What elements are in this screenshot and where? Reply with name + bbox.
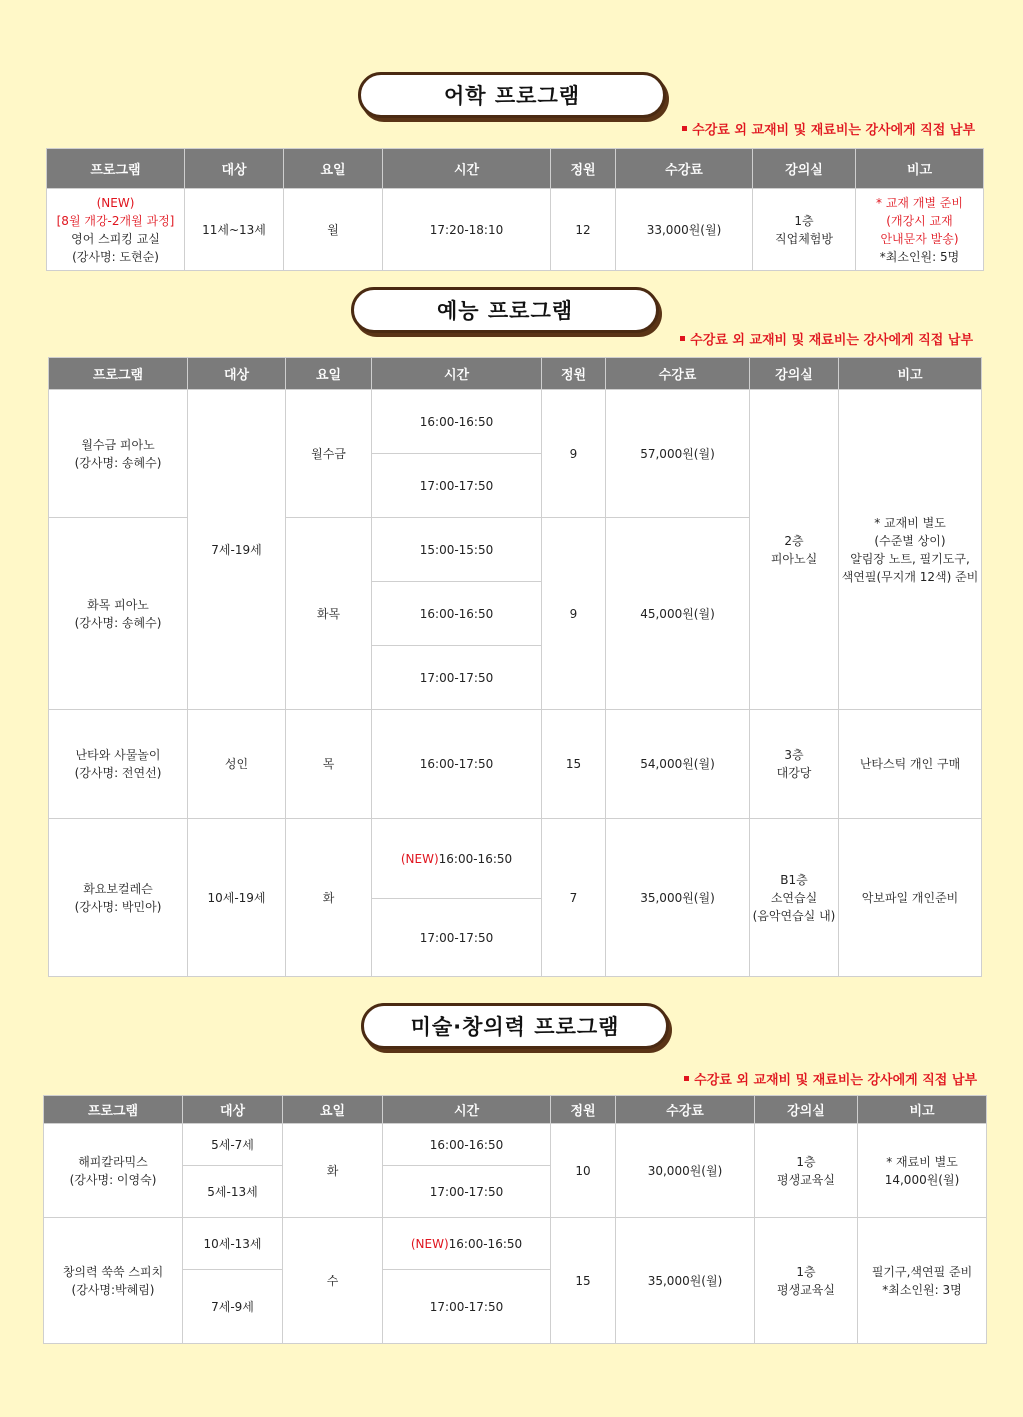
square-bullet-icon <box>682 126 687 131</box>
program-cell: 창의력 쑥쑥 스피치 (강사명:박혜림) <box>44 1218 183 1344</box>
fee-cell: 54,000원(월) <box>606 710 750 819</box>
room-cell: 1층 평생교육실 <box>755 1218 858 1344</box>
time-cell: 15:00-15:50 <box>372 518 542 582</box>
target-cell: 11세~13세 <box>185 189 284 271</box>
fee-cell: 33,000원(월) <box>616 189 753 271</box>
remark-cell: * 교재 개별 준비 (개강시 교재 안내문자 발송) *최소인원: 5명 <box>856 189 984 271</box>
header-fee: 수강료 <box>616 1096 755 1124</box>
art-program-table <box>43 1095 987 1344</box>
capacity-cell: 15 <box>542 710 606 819</box>
header-room: 강의실 <box>755 1096 858 1124</box>
time-cell: (NEW)16:00-16:50 <box>383 1218 551 1270</box>
program-cell: 화목 피아노 (강사명: 송혜수) <box>49 518 188 710</box>
program-cell: 월수금 피아노 (강사명: 송혜수) <box>49 390 188 518</box>
time-cell: 16:00-16:50 <box>372 582 542 646</box>
target-cell: 7세-9세 <box>183 1270 283 1344</box>
remark-cell: * 교재비 별도 (수준별 상이) 알림장 노트, 필기도구, 색연필(무지개 12색) 준비 <box>839 390 982 710</box>
day-cell: 월 <box>284 189 383 271</box>
day-cell: 월수금 <box>286 390 372 518</box>
fee-note: 수강료 외 교재비 및 재료비는 강사에게 직접 납부 <box>680 329 973 348</box>
room-cell: 1층 평생교육실 <box>755 1124 858 1218</box>
capacity-cell: 9 <box>542 390 606 518</box>
section-title-text: 어학 프로그램 <box>443 84 581 108</box>
header-program: 프로그램 <box>49 358 188 390</box>
room-cell: 2층 피아노실 <box>750 390 839 710</box>
program-cell: 해피칼라믹스 (강사명: 이영숙) <box>44 1124 183 1218</box>
remark-cell: 난타스틱 개인 구매 <box>839 710 982 819</box>
table-row <box>49 710 982 819</box>
section-title-text: 미술·창의력 프로그램 <box>410 1015 620 1039</box>
new-tag: (NEW) <box>410 1236 449 1251</box>
time-cell: 16:00-16:50 <box>372 390 542 454</box>
section-title-text: 예능 프로그램 <box>436 299 574 323</box>
time-cell: 16:00-17:50 <box>372 710 542 819</box>
table-row <box>49 819 982 899</box>
header-room: 강의실 <box>750 358 839 390</box>
table-row <box>44 1218 987 1270</box>
room-cell: B1층 소연습실 (음악연습실 내) <box>750 819 839 977</box>
target-cell: 10세-19세 <box>188 819 286 977</box>
capacity-cell: 15 <box>551 1218 616 1344</box>
header-fee: 수강료 <box>606 358 750 390</box>
capacity-cell: 9 <box>542 518 606 710</box>
capacity-cell: 12 <box>551 189 616 271</box>
fee-cell: 30,000원(월) <box>616 1124 755 1218</box>
header-day: 요일 <box>286 358 372 390</box>
day-cell: 목 <box>286 710 372 819</box>
program-cell: (NEW) [8월 개강-2개월 과정] 영어 스피킹 교실 (강사명: 도현순) <box>47 189 185 271</box>
table-row <box>49 390 982 454</box>
table-header-row <box>44 1096 987 1124</box>
day-cell: 수 <box>283 1218 383 1344</box>
day-cell: 화 <box>286 819 372 977</box>
header-target: 대상 <box>185 149 284 189</box>
header-day: 요일 <box>283 1096 383 1124</box>
fee-cell: 45,000원(월) <box>606 518 750 710</box>
header-time: 시간 <box>383 1096 551 1124</box>
time-cell: 16:00-16:50 <box>383 1124 551 1166</box>
new-tag: (NEW) <box>400 851 439 866</box>
header-program: 프로그램 <box>44 1096 183 1124</box>
header-fee: 수강료 <box>616 149 753 189</box>
room-cell: 1층 직업체험방 <box>753 189 856 271</box>
header-capacity: 정원 <box>551 1096 616 1124</box>
header-program: 프로그램 <box>47 149 185 189</box>
time-cell: 17:00-17:50 <box>383 1166 551 1218</box>
section-title-language <box>358 72 666 118</box>
header-remark: 비고 <box>856 149 984 189</box>
capacity-cell: 10 <box>551 1124 616 1218</box>
section-title-arts <box>351 287 659 333</box>
target-cell: 5세-13세 <box>183 1166 283 1218</box>
table-header-row <box>49 358 982 390</box>
fee-note: 수강료 외 교재비 및 재료비는 강사에게 직접 납부 <box>684 1069 977 1088</box>
square-bullet-icon <box>684 1076 689 1081</box>
header-remark: 비고 <box>858 1096 987 1124</box>
day-cell: 화목 <box>286 518 372 710</box>
fee-cell: 35,000원(월) <box>616 1218 755 1344</box>
header-time: 시간 <box>383 149 551 189</box>
time-cell: 17:00-17:50 <box>372 454 542 518</box>
header-day: 요일 <box>284 149 383 189</box>
day-cell: 화 <box>283 1124 383 1218</box>
header-capacity: 정원 <box>542 358 606 390</box>
time-cell: 17:20-18:10 <box>383 189 551 271</box>
target-cell: 5세-7세 <box>183 1124 283 1166</box>
program-cell: 난타와 사물놀이 (강사명: 전연선) <box>49 710 188 819</box>
time-cell: 17:00-17:50 <box>372 899 542 977</box>
fee-cell: 35,000원(월) <box>606 819 750 977</box>
target-cell: 10세-13세 <box>183 1218 283 1270</box>
time-cell: 17:00-17:50 <box>372 646 542 710</box>
fee-cell: 57,000원(월) <box>606 390 750 518</box>
table-row <box>47 189 984 271</box>
remark-cell: * 재료비 별도 14,000원(월) <box>858 1124 987 1218</box>
remark-cell: 필기구,색연필 준비 *최소인원: 3명 <box>858 1218 987 1344</box>
table-row <box>44 1124 987 1166</box>
program-cell: 화요보컬레슨 (강사명: 박민아) <box>49 819 188 977</box>
target-cell: 성인 <box>188 710 286 819</box>
remark-cell: 악보파일 개인준비 <box>839 819 982 977</box>
time-cell: 17:00-17:50 <box>383 1270 551 1344</box>
header-target: 대상 <box>188 358 286 390</box>
header-time: 시간 <box>372 358 542 390</box>
arts-program-table <box>48 357 982 977</box>
room-cell: 3층 대강당 <box>750 710 839 819</box>
table-header-row <box>47 149 984 189</box>
fee-note: 수강료 외 교재비 및 재료비는 강사에게 직접 납부 <box>682 119 975 138</box>
header-target: 대상 <box>183 1096 283 1124</box>
header-capacity: 정원 <box>551 149 616 189</box>
header-remark: 비고 <box>839 358 982 390</box>
capacity-cell: 7 <box>542 819 606 977</box>
header-room: 강의실 <box>753 149 856 189</box>
time-cell: (NEW)16:00-16:50 <box>372 819 542 899</box>
language-program-table <box>46 148 984 271</box>
square-bullet-icon <box>680 336 685 341</box>
target-cell: 7세-19세 <box>188 390 286 710</box>
section-title-art-creativity <box>361 1003 669 1049</box>
